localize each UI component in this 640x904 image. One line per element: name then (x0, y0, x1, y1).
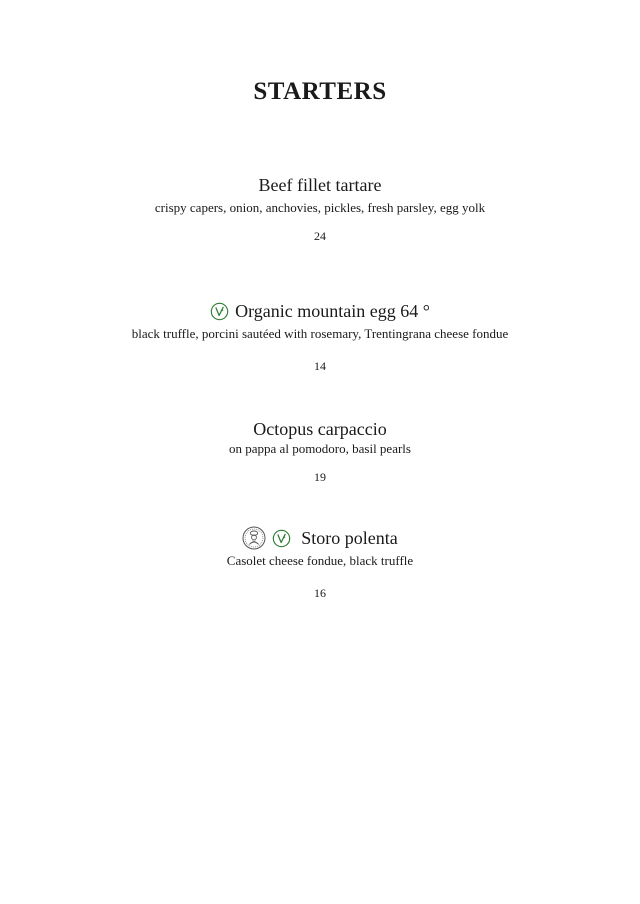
menu-item-octopus-carpaccio (0, 418, 640, 484)
item-name: Octopus carpaccio (253, 419, 387, 439)
page-title: STARTERS (253, 78, 387, 105)
item-price: 19 (314, 470, 326, 484)
vegetarian-icon (272, 529, 291, 548)
item-price: 16 (314, 586, 326, 600)
item-name: Organic mountain egg 64 ° (235, 301, 430, 321)
vegetarian-icon (210, 302, 229, 321)
menu-item-beef-tartare (0, 174, 640, 243)
menu-item-organic-egg (0, 300, 640, 373)
chef-stamp-icon (242, 526, 266, 550)
item-description: Casolet cheese fondue, black truffle (226, 553, 414, 568)
item-name: Beef fillet tartare (258, 175, 382, 195)
menu-item-storo-polenta (0, 526, 640, 600)
item-description: on pappa al pomodoro, basil pearls (229, 441, 411, 456)
item-description: crispy capers, onion, anchovies, pickles, fresh parsley, egg yolk (154, 200, 486, 215)
item-name: Storo polenta (301, 528, 398, 548)
item-description: black truffle, porcini sautéed with rosemary, Trentingrana cheese fondue (131, 326, 509, 341)
item-price: 14 (314, 359, 326, 373)
item-price: 24 (314, 229, 326, 243)
